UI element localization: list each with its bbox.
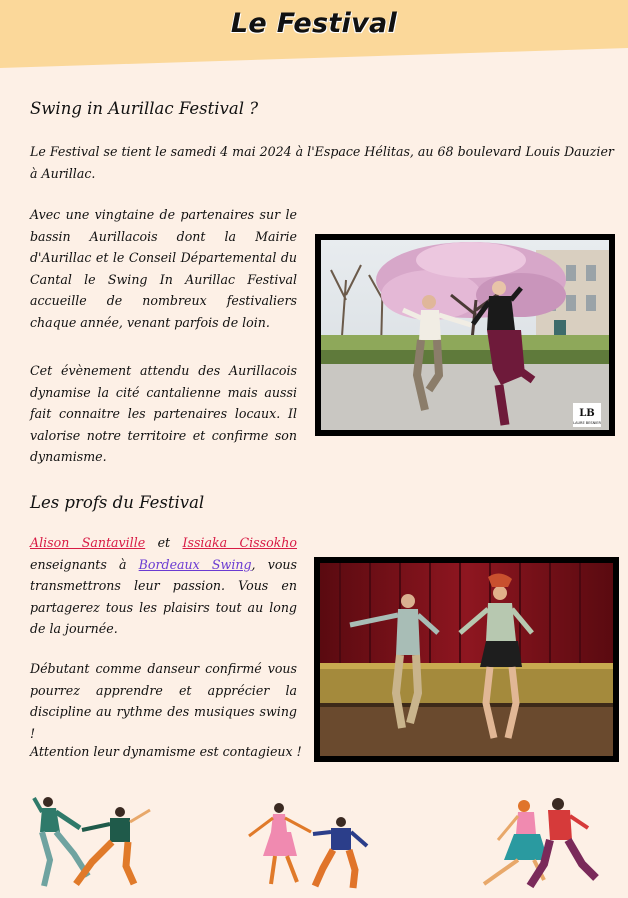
photo-dancers-stage [314,557,619,762]
section-heading-festival: Swing in Aurillac Festival ? [30,99,259,118]
intro-paragraph: Le Festival se tient le samedi 4 mai 2024 à l'Espace Hélitas, au 68 boulevard Louis Dauzier à Aurillac. [30,144,614,181]
dancing-couple-icon [478,794,608,898]
photo-dancers-stage-icon [320,563,613,756]
photo-dancers-magnolia-icon [321,240,609,430]
and-word: et [157,535,171,550]
dancing-couple-icon [243,798,373,894]
levels-paragraph: Débutant comme danseur confirmé vous pourrez apprendre et apprécier la discipline au rythme des musiques swing ! [30,661,297,741]
photo-dancers-outdoor [315,234,615,436]
photo-credit-name: LAURE BESNIER [573,421,601,425]
dancing-couple-icon [30,790,160,894]
teachers-paragraph [30,532,297,640]
school-link[interactable]: Bordeaux Swing [138,556,252,572]
section-heading-profs: Les profs du Festival [30,493,205,512]
teacher2-link[interactable]: Issiaka Cissokho [182,535,297,550]
teachers-rest: , vous transmettrons leur passion. Vous en partagerez tous les plaisirs tout au long de la journée. [30,556,297,636]
event-paragraph: Cet évènement attendu des Aurillacois dynamise la cité cantalienne mais aussi fait connaitre les partenaires locaux. Il valorise notre territoire et confirme son dynamisme. [30,363,297,464]
page-title: Le Festival [230,8,398,39]
photo-credit-mark: LB [579,408,595,419]
warning-paragraph: Attention leur dynamisme est contagieux ! [30,744,302,759]
teacher1-link[interactable]: Alison Santaville [30,535,146,550]
partners-paragraph: Avec une vingtaine de partenaires sur le bassin Aurillacois dont la Mairie d'Aurillac et le Conseil Départemental du Cantal le Swing In Aurillac Festival accueille de nombreux festivaliers chaque année, venant parfois de loin. [30,207,297,330]
teachers-role: enseignants à [30,556,127,572]
